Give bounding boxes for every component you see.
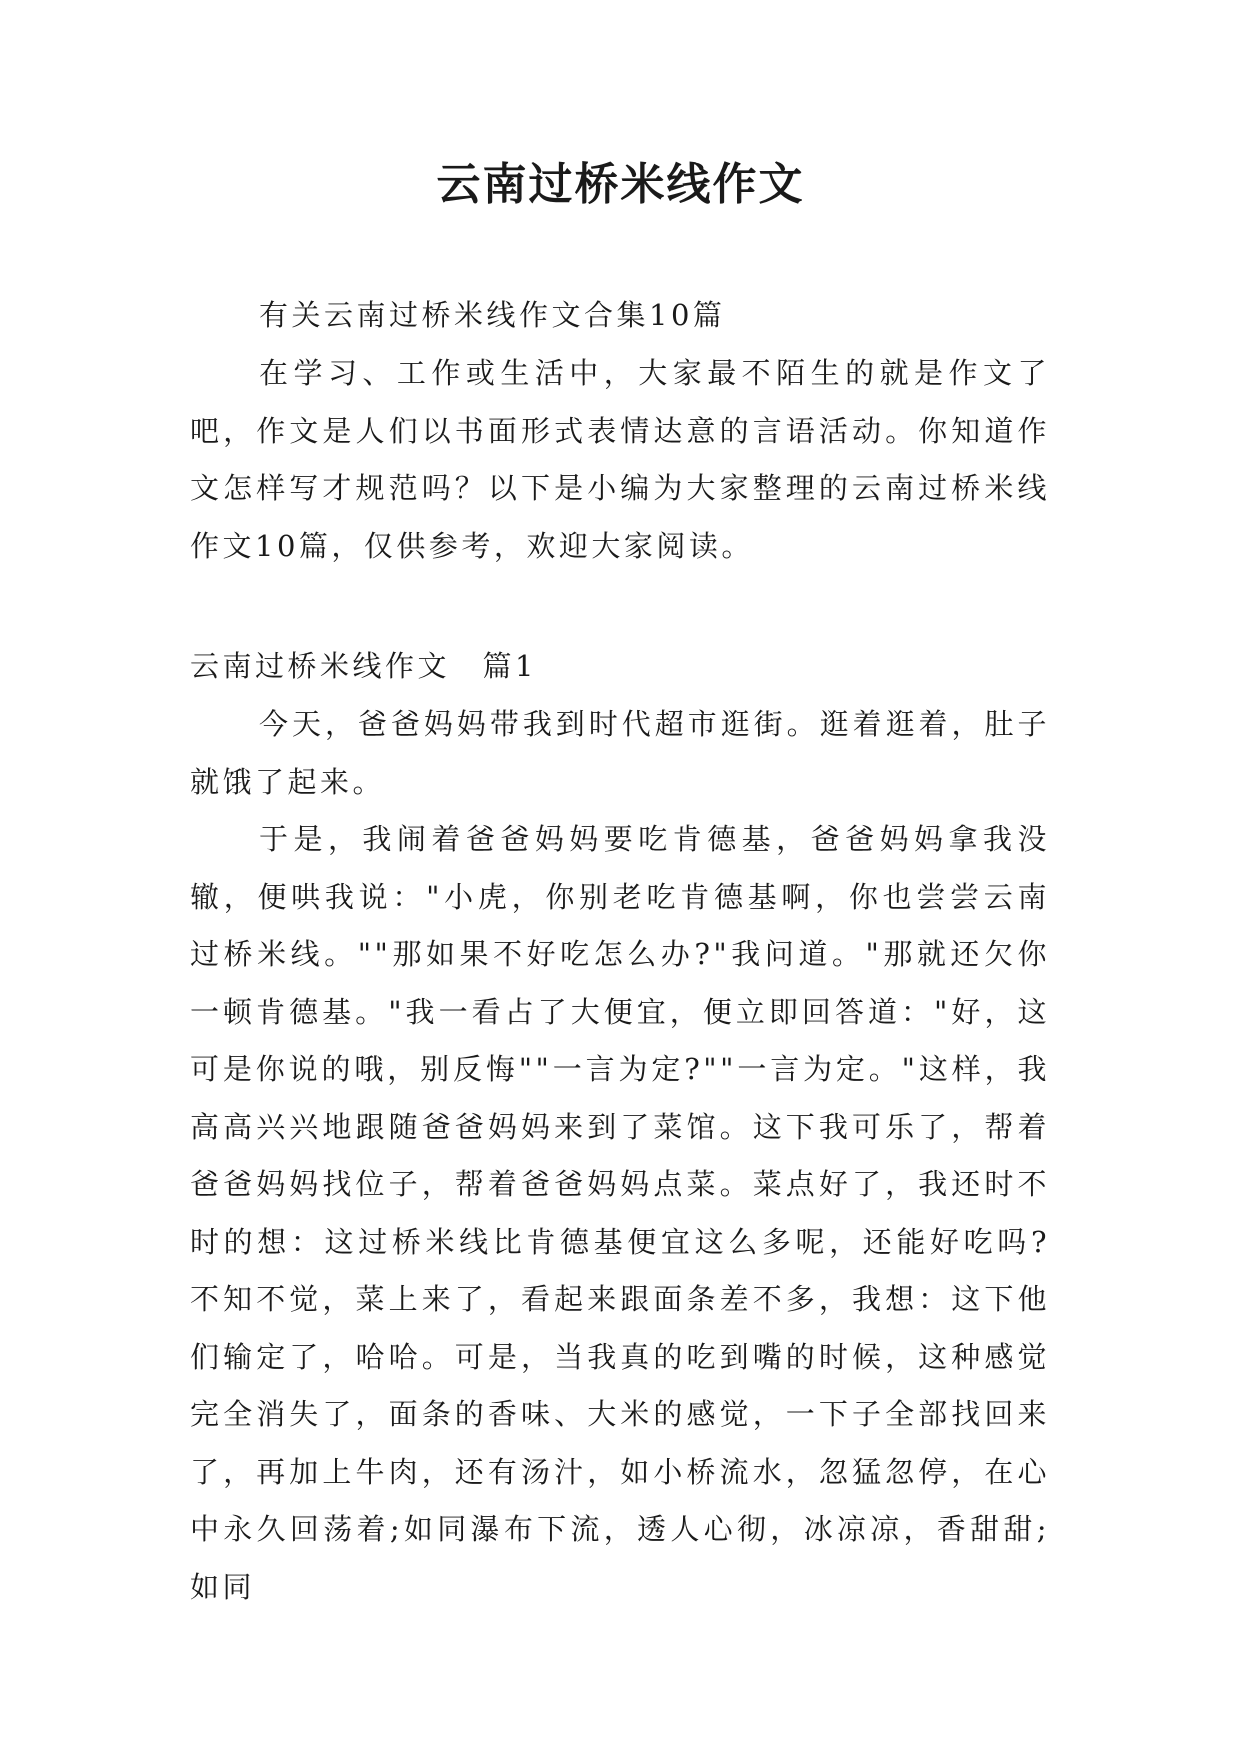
document-title: 云南过桥米线作文 xyxy=(436,159,805,210)
intro-subtitle: 有关云南过桥米线作文合集10篇 xyxy=(259,298,726,332)
section-paragraph-2: 于是，我闹着爸爸妈妈要吃肯德基，爸爸妈妈拿我没辙，便哄我说："小虎，你别老吃肯德基啊，你也尝尝云南过桥米线。""那如果不好吃怎么办?"我问道。"那就还欠你一顿肯德基。"我一看占了大便宜，便立即回答道："好，这可是你说的哦，别反悔""一言为定?""一言为定。"这样，我高高兴兴地跟随爸爸妈妈来到了菜馆。这下我可乐了，帮着爸爸妈妈找位子，帮着爸爸妈妈点菜。菜点好了，我还时不时的想：这过桥米线比肯德基便宜这么多呢，还能好吃吗?不知不觉，菜上来了，看起来跟面条差不多，我想：这下他们输定了，哈哈。可是，当我真的吃到嘴的时候，这种感觉完全消失了，面条的香味、大米的感觉，一下子全部找回来了，再加上牛肉，还有汤汁，如小桥流水，忽猛忽停，在心中永久回荡着;如同瀑布下流，透人心彻，冰凉凉，香甜甜;如同 xyxy=(190,822,1050,1604)
section-paragraph-1: 今天，爸爸妈妈带我到时代超市逛街。逛着逛着，肚子就饿了起来。 xyxy=(190,707,1050,799)
section-heading: 云南过桥米线作文 篇1 xyxy=(190,649,537,683)
intro-paragraph: 在学习、工作或生活中，大家最不陌生的就是作文了吧，作文是人们以书面形式表情达意的言语活动。你知道作文怎样写才规范吗？以下是小编为大家整理的云南过桥米线作文10篇，仅供参考，欢迎大家阅读。 xyxy=(190,356,1050,563)
